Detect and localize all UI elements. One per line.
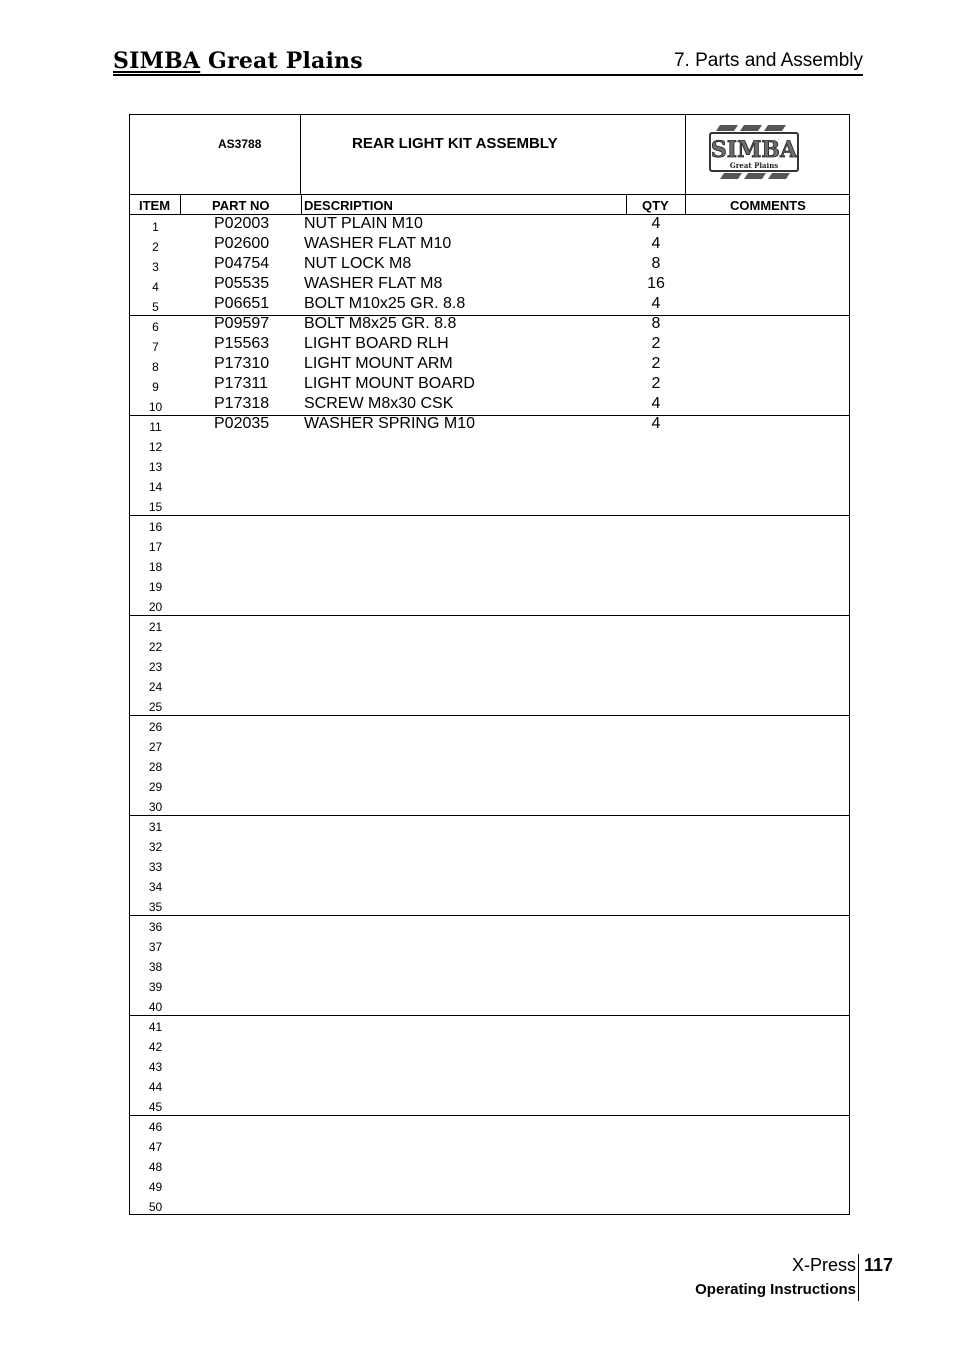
- item-number: 17: [148, 540, 163, 554]
- description: LIGHT MOUNT BOARD: [304, 375, 475, 392]
- item-number: 1: [152, 220, 159, 234]
- item-number: 50: [148, 1200, 163, 1214]
- table-row: [130, 735, 849, 755]
- col-divider-qty: [685, 195, 686, 215]
- item-number: 11: [149, 420, 162, 434]
- part-number: P09597: [214, 315, 270, 332]
- item-number: 45: [148, 1100, 163, 1114]
- page-number: 117: [864, 1255, 894, 1275]
- table-row: [130, 1055, 849, 1075]
- table-row: [130, 295, 849, 315]
- table-row: [130, 375, 849, 395]
- table-row: [130, 475, 849, 495]
- table-row: [130, 1015, 849, 1035]
- item-number: 49: [148, 1180, 163, 1194]
- item-number: 19: [148, 580, 163, 594]
- item-number: 41: [148, 1020, 163, 1034]
- column-header-row: [130, 195, 849, 215]
- quantity: 8: [651, 255, 661, 272]
- table-row: [130, 875, 849, 895]
- item-number: 31: [148, 820, 163, 834]
- item-number: 9: [152, 380, 159, 394]
- table-row: [130, 575, 849, 595]
- part-number: P15563: [214, 335, 270, 352]
- table-row: [130, 935, 849, 955]
- table-row: [130, 215, 849, 235]
- table-row: [130, 515, 849, 535]
- parts-sheet: [129, 114, 850, 1215]
- item-number: 34: [148, 880, 163, 894]
- item-number: 4: [152, 280, 159, 294]
- item-number: 36: [148, 920, 163, 934]
- brand-great-plains: Great Plains: [200, 48, 363, 74]
- item-number: 8: [152, 360, 159, 374]
- brand-simba: SIMBA: [113, 48, 201, 74]
- description: BOLT M10x25 GR. 8.8: [304, 295, 466, 312]
- item-number: 10: [148, 400, 163, 414]
- part-number: P04754: [214, 255, 270, 272]
- item-number: 30: [148, 800, 163, 814]
- item-number: 13: [148, 460, 163, 474]
- table-row: [130, 1035, 849, 1055]
- description: WASHER SPRING M10: [304, 415, 475, 432]
- quantity: 4: [651, 215, 661, 232]
- logo-great-plains-text: Great Plains: [729, 161, 779, 170]
- table-row: [130, 915, 849, 935]
- table-row: [130, 1175, 849, 1195]
- quantity: 16: [647, 275, 665, 292]
- table-row: [130, 595, 849, 615]
- item-number: 32: [148, 840, 163, 854]
- quantity: 4: [651, 415, 661, 432]
- col-divider-partno: [301, 195, 302, 215]
- description: WASHER FLAT M10: [304, 235, 452, 252]
- item-number: 48: [148, 1160, 163, 1174]
- table-row: [130, 1095, 849, 1115]
- item-number: 37: [148, 940, 163, 954]
- description: BOLT M8x25 GR. 8.8: [304, 315, 457, 332]
- quantity: 2: [651, 375, 661, 392]
- table-row: [130, 255, 849, 275]
- quantity: 4: [651, 395, 661, 412]
- table-row: [130, 1115, 849, 1135]
- item-number: 33: [148, 860, 163, 874]
- table-row: [130, 755, 849, 775]
- table-row: [130, 415, 849, 435]
- item-number: 35: [148, 900, 163, 914]
- part-number: P17310: [214, 355, 270, 372]
- col-description-header: DESCRIPTION: [304, 198, 393, 213]
- footer-document: Operating Instructions: [695, 1281, 856, 1298]
- item-number: 47: [148, 1140, 163, 1154]
- item-number: 16: [148, 520, 163, 534]
- description: WASHER FLAT M8: [304, 275, 443, 292]
- item-number: 39: [148, 980, 163, 994]
- part-number: P02003: [214, 215, 270, 232]
- item-number: 15: [148, 500, 163, 514]
- col-divider-item: [180, 195, 181, 215]
- table-row: [130, 395, 849, 415]
- kit-title-row: [130, 115, 849, 195]
- col-divider-desc: [626, 195, 627, 215]
- table-row: [130, 355, 849, 375]
- item-number: 23: [148, 660, 163, 674]
- description: LIGHT MOUNT ARM: [304, 355, 453, 372]
- table-row: [130, 1135, 849, 1155]
- item-number: 46: [148, 1120, 163, 1134]
- item-number: 29: [148, 780, 163, 794]
- description: NUT PLAIN M10: [304, 215, 423, 232]
- part-number: P05535: [214, 275, 270, 292]
- table-row: [130, 775, 849, 795]
- table-row: [130, 615, 849, 635]
- table-row: [130, 335, 849, 355]
- table-row: [130, 495, 849, 515]
- table-row: [130, 1155, 849, 1175]
- table-row: [130, 975, 849, 995]
- item-number: 44: [148, 1080, 163, 1094]
- table-row: [130, 635, 849, 655]
- footer-product: X-Press: [791, 1255, 856, 1275]
- table-row: [130, 955, 849, 975]
- item-number: 2: [152, 240, 159, 254]
- item-number: 38: [148, 960, 163, 974]
- table-row: [130, 555, 849, 575]
- header-rule: [113, 74, 863, 76]
- part-number: P02035: [214, 415, 270, 432]
- quantity: 4: [651, 235, 661, 252]
- table-row: [130, 675, 849, 695]
- item-number: 3: [152, 260, 159, 274]
- table-row: [130, 315, 849, 335]
- item-number: 42: [148, 1040, 163, 1054]
- kit-title: REAR LIGHT KIT ASSEMBLY: [352, 135, 558, 152]
- table-row: [130, 455, 849, 475]
- table-row: [130, 535, 849, 555]
- table-row: [130, 795, 849, 815]
- quantity: 4: [651, 295, 661, 312]
- table-row: [130, 1075, 849, 1095]
- item-number: 21: [148, 620, 163, 634]
- table-row: [130, 995, 849, 1015]
- item-number: 7: [152, 340, 159, 354]
- table-row: [130, 1195, 849, 1215]
- table-row: [130, 695, 849, 715]
- item-number: 18: [148, 560, 163, 574]
- logo-simba-text: SIMBA: [710, 137, 798, 163]
- table-row: [130, 715, 849, 735]
- quantity: 8: [651, 315, 661, 332]
- table-row: [130, 275, 849, 295]
- item-number: 28: [148, 760, 163, 774]
- logo-cell: [685, 115, 849, 195]
- description: SCREW M8x30 CSK: [304, 395, 454, 412]
- col-item-header: ITEM: [139, 198, 171, 213]
- table-row: [130, 855, 849, 875]
- description: NUT LOCK M8: [304, 255, 412, 272]
- col-comments-header: COMMENTS: [730, 198, 806, 213]
- part-number: P17318: [214, 395, 270, 412]
- kit-code: AS3788: [218, 137, 262, 151]
- part-number: P17311: [214, 375, 268, 392]
- item-number: 24: [148, 680, 163, 694]
- item-number: 43: [148, 1060, 163, 1074]
- col-qty-header: QTY: [642, 198, 669, 213]
- item-number: 22: [148, 640, 163, 654]
- item-number: 27: [148, 740, 163, 754]
- table-row: [130, 895, 849, 915]
- table-row: [130, 435, 849, 455]
- table-row: [130, 655, 849, 675]
- table-row: [130, 835, 849, 855]
- table-row: [130, 235, 849, 255]
- item-number: 5: [152, 300, 159, 314]
- quantity: 2: [651, 335, 661, 352]
- item-number: 6: [152, 320, 159, 334]
- kit-code-cell: [130, 115, 301, 195]
- item-number: 12: [148, 440, 163, 454]
- table-row: [130, 815, 849, 835]
- item-number: 40: [148, 1000, 163, 1014]
- footer-rule: [858, 1254, 859, 1301]
- item-number: 25: [148, 700, 163, 714]
- part-number: P06651: [214, 295, 270, 312]
- brand-title: [113, 48, 363, 74]
- item-number: 14: [148, 480, 163, 494]
- quantity: 2: [651, 355, 661, 372]
- part-number: P02600: [214, 235, 270, 252]
- simba-logo: [708, 125, 802, 179]
- item-number: 20: [148, 600, 163, 614]
- section-title: 7. Parts and Assembly: [673, 50, 863, 71]
- description: LIGHT BOARD RLH: [304, 335, 449, 352]
- col-partno-header: PART NO: [212, 198, 270, 213]
- item-number: 26: [148, 720, 163, 734]
